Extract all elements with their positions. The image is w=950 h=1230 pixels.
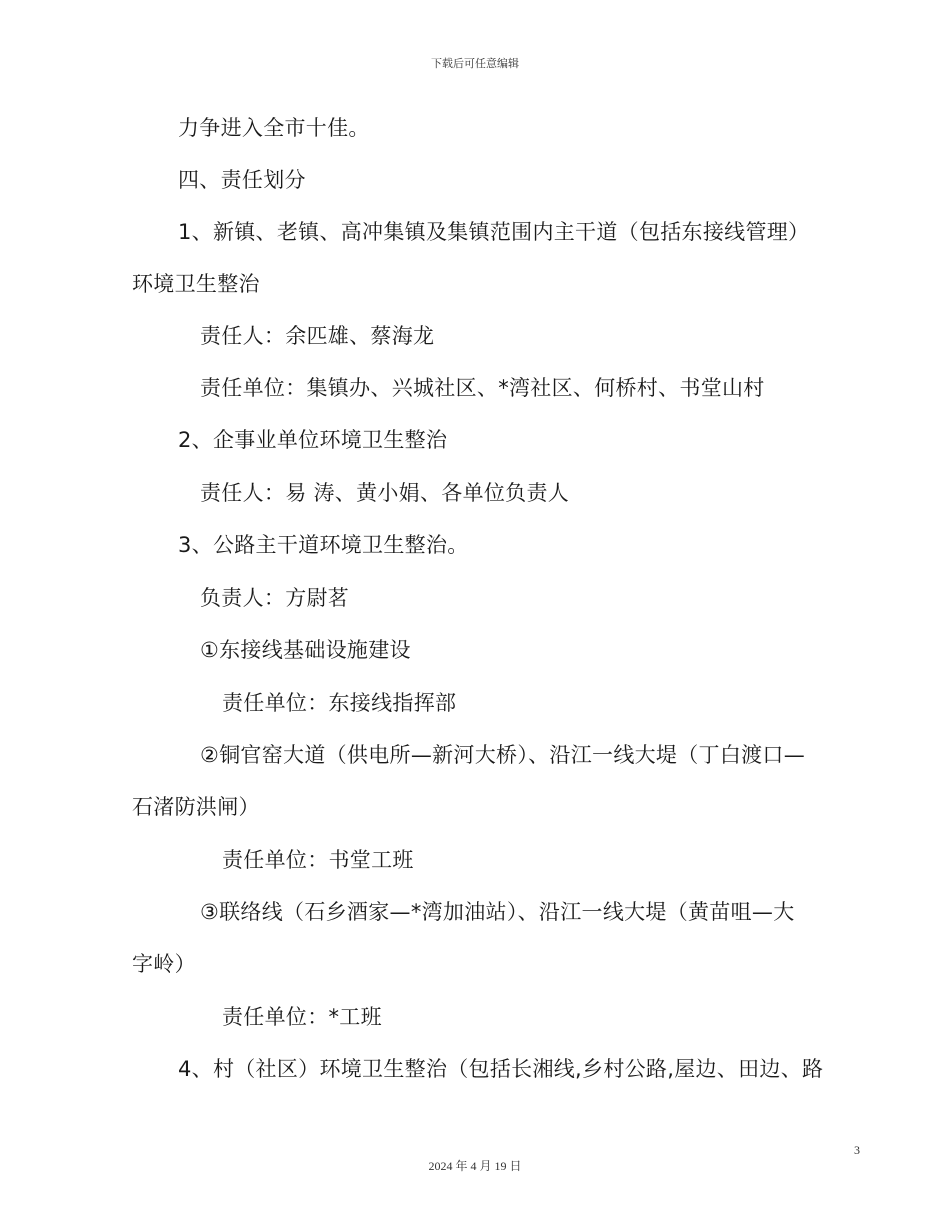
paragraph-line: 负责人：方尉茗 xyxy=(200,586,350,610)
paragraph-line: ②铜官窑大道（供电所—新河大桥）、沿江一线大堤（丁白渡口— xyxy=(200,743,806,767)
page-header: 下载后可任意编辑 xyxy=(431,57,519,70)
paragraph-line: 责任单位：*工班 xyxy=(222,1005,382,1029)
paragraph-line: 责任人：易 涛、黄小娟、各单位负责人 xyxy=(200,481,570,505)
paragraph-line: 责任单位：书堂工班 xyxy=(222,848,414,872)
paragraph-line: 责任单位：东接线指挥部 xyxy=(222,691,457,715)
section-heading: 四、责任划分 xyxy=(178,168,306,192)
page-number: 3 xyxy=(854,1143,860,1157)
footer-date: 2024 年 4 月 19 日 xyxy=(428,1159,522,1173)
paragraph-line: 石渚防洪闸） xyxy=(132,795,260,819)
paragraph-line: 环境卫生整治 xyxy=(132,272,260,296)
paragraph-line: ①东接线基础设施建设 xyxy=(200,638,411,662)
paragraph-line: 责任单位：集镇办、兴城社区、*湾社区、何桥村、书堂山村 xyxy=(200,376,765,400)
paragraph-line: 2、企事业单位环境卫生整治 xyxy=(178,428,448,452)
paragraph-line: 1、新镇、老镇、高冲集镇及集镇范围内主干道（包括东接线管理） xyxy=(178,220,810,244)
paragraph-line: 4、村（社区）环境卫生整治（包括长湘线,乡村公路,屋边、田边、路 xyxy=(178,1057,824,1081)
paragraph-line: 字岭） xyxy=(132,952,196,976)
paragraph-line: ③联络线（石乡酒家—*湾加油站）、沿江一线大堤（黄苗咀—大 xyxy=(200,900,795,924)
paragraph-line: 3、公路主干道环境卫生整治。 xyxy=(178,533,469,557)
paragraph-line: 力争进入全市十佳。 xyxy=(178,116,370,140)
paragraph-line: 责任人：余匹雄、蔡海龙 xyxy=(200,324,435,348)
